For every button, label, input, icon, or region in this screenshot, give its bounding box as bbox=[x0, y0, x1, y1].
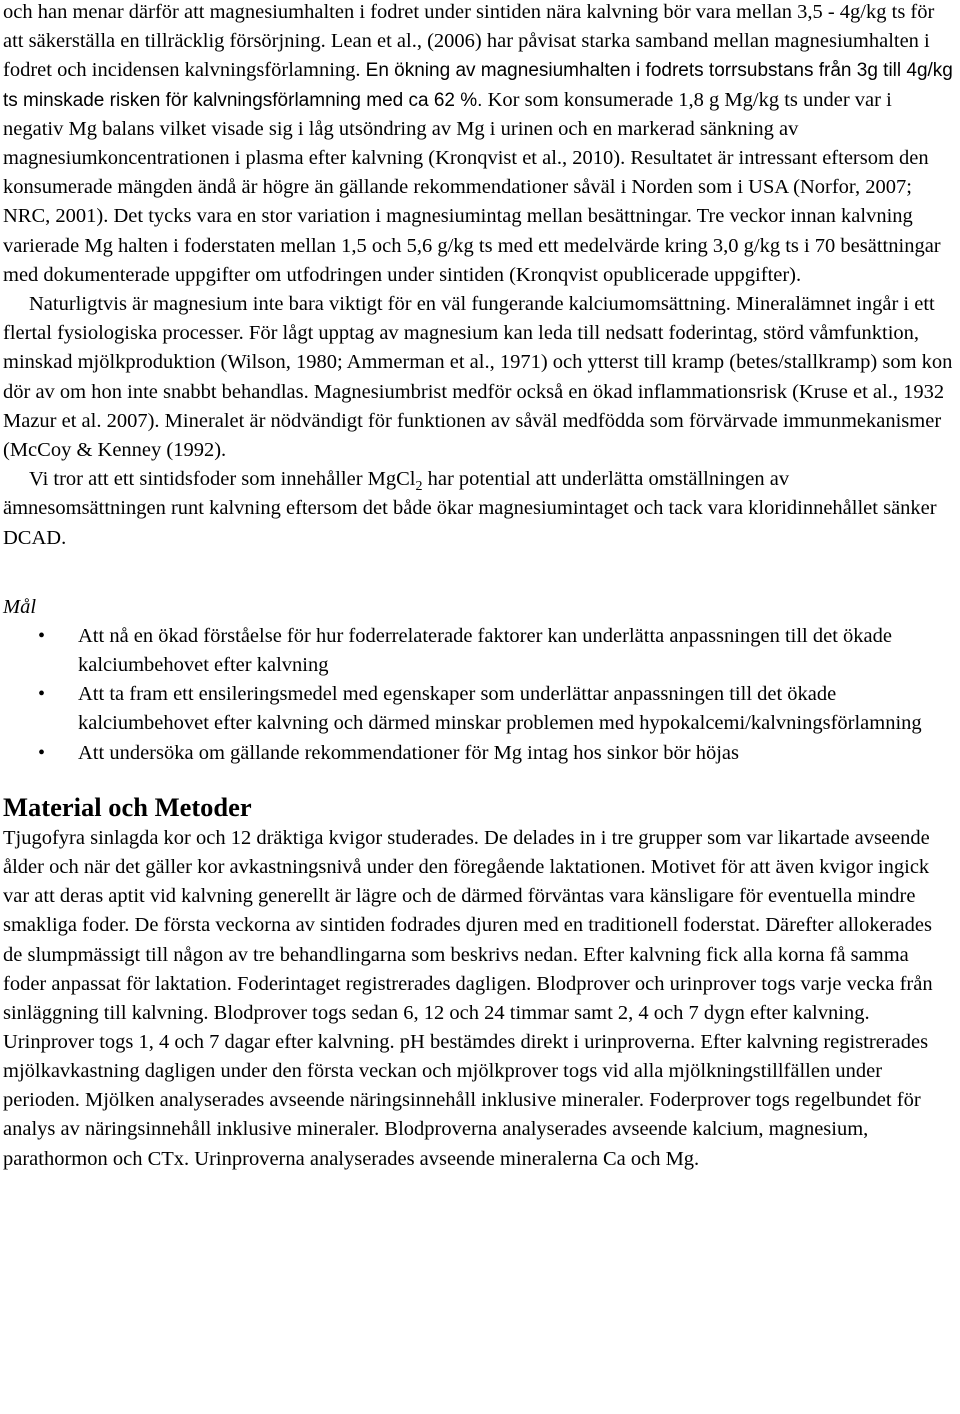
list-item-text: Att undersöka om gällande rekommendationer för Mg intag hos sinkor bör höjas bbox=[78, 741, 739, 764]
paragraph-text: och han menar därför att magnesiumhalten i fodret under sintiden nära kalvning bör vara mellan 3,5 - 4g/kg ts för att säkerställa en tillräcklig försörjning. Lean et al., (2006) har påvisat starka samband mellan magnesiumhalten i fodret och incidensen kalvningsförlamning. bbox=[3, 1, 935, 82]
bullet-icon: • bbox=[38, 683, 46, 706]
paragraph-text-sans: En ökning av magnesiumhalten i fodrets torrsubstans från 3g till 4g/kg ts minskade risken för kalvningsförlamning med ca 62 %. bbox=[3, 60, 953, 111]
paragraph-text: har potential att underlätta omställningen av ämnesomsättningen runt kalvning eftersom det både ökar magnesiumintaget och tack vara kloridinnehållet sänker DCAD. bbox=[3, 468, 937, 549]
spacer bbox=[3, 553, 956, 593]
body-paragraph-magnesium-levels bbox=[3, 0, 956, 290]
goals-list bbox=[3, 622, 956, 768]
subscript-text: 2 bbox=[415, 479, 423, 495]
body-paragraph-magnesium-physiology: Naturligtvis är magnesium inte bara viktigt för en väl fungerande kalciumomsättning. Mineralämnet ingår i ett flertal fysiologiska processer. För lågt upptag av magnesium kan leda till nedsatt foderintag, störd våmfunktion, minskad mjölkproduktion (Wilson, 1980; Ammerman et al., 1971) och ytterst till kramp (betes/stallkramp) som kon dör av om hon inte snabbt behandlas. Magnesiumbrist medför också en ökad inflammationsrisk (Kruse et al., 1932 Mazur et al. 2007). Mineralet är nödvändigt för funktionen av såväl medfödda som förvärvade immunmekanismer (McCoy & Kenney (1992). bbox=[3, 293, 953, 462]
goals-heading: Mål bbox=[3, 595, 37, 618]
paragraph-text: Vi tror att ett sintidsfoder som innehåller MgCl bbox=[29, 468, 416, 491]
list-item-text: Att ta fram ett ensileringsmedel med egenskaper som underlättar anpassningen till det ökade kalciumbehovet efter kalvning och därmed minskar problemen med hypokalcemi/kalvningsförlamning bbox=[78, 683, 922, 735]
list-item bbox=[3, 739, 956, 768]
spacer bbox=[3, 768, 956, 790]
section-heading-methods: Material och Metoder bbox=[3, 791, 252, 822]
bullet-icon: • bbox=[38, 624, 46, 647]
bullet-icon: • bbox=[38, 741, 46, 764]
paragraph-text: Kor som konsumerade 1,8 g Mg/kg ts under var i negativ Mg balans vilket visade sig i låg utsöndring av Mg i urinen och en markerad sänkning av magnesiumkoncentrationen i plasma efter kalvning (Kronqvist et al., 2010). Resultatet är intressant eftersom den konsumerade mängden ändå är högre än gällande rekommendationer såväl i Norden som i USA (Norfor, 2007; NRC, 2001). Det tycks vara en stor variation i magnesiumintag mellan besättningar. Tre veckor innan kalvning varierade Mg halten i foderstaten mellan 1,5 och 5,6 g/kg ts med ett medelvärde kring 3,0 g/kg ts i 70 besättningar med dokumenterade uppgifter om utfodringen under sintiden (Kronqvist opublicerade uppgifter). bbox=[3, 88, 941, 286]
body-paragraph-hypothesis bbox=[3, 465, 956, 553]
list-item bbox=[3, 622, 956, 680]
list-item bbox=[3, 680, 956, 738]
list-item-text: Att nå en ökad förståelse för hur foderrelaterade faktorer kan underlätta anpassningen till det ökade kalciumbehovet efter kalvning bbox=[78, 624, 892, 677]
body-paragraph-methods: Tjugofyra sinlagda kor och 12 dräktiga kvigor studerades. De delades in i tre grupper som var likartade avseende ålder och när det gäller kor avkastningsnivå under den föregående laktationen. Motivet för att även kvigor ingick var att deras aptit vid kalvning generellt är lägre och de därmed förväntas vara känsligare för eventuella mindre smakliga foder. De första veckorna av sintiden fodrades djuren med en traditionell foderstat. Därefter allokerades de slumpmässigt till någon av tre behandlingarna som beskrivs nedan. Efter kalvning fick alla korna få samma foder anpassat för laktation. Foderintaget registrerades dagligen. Blodprover och urinprover togs varje vecka från sinläggning till kalvning. Blodprover togs sedan 6, 12 och 24 timmar samt 2, 4 och 7 dygn efter kalvning. Urinprover togs 1, 4 och 7 dagar efter kalvning. pH bestämdes direkt i urinproverna. Efter kalvning registrerades mjölkavkastning dagligen under den första veckan och mjölkprover togs vid alla mjölkningstillfällen under perioden. Mjölken analyserades avseende näringsinnehåll inklusive mineraler. Foderprover togs regelbundet för analys av näringsinnehåll inklusive mineraler. Blodproverna analyserades avseende kalcium, magnesium, parathormon och CTx. Urinproverna analyserades avseende mineralerna Ca och Mg. bbox=[3, 826, 933, 1170]
